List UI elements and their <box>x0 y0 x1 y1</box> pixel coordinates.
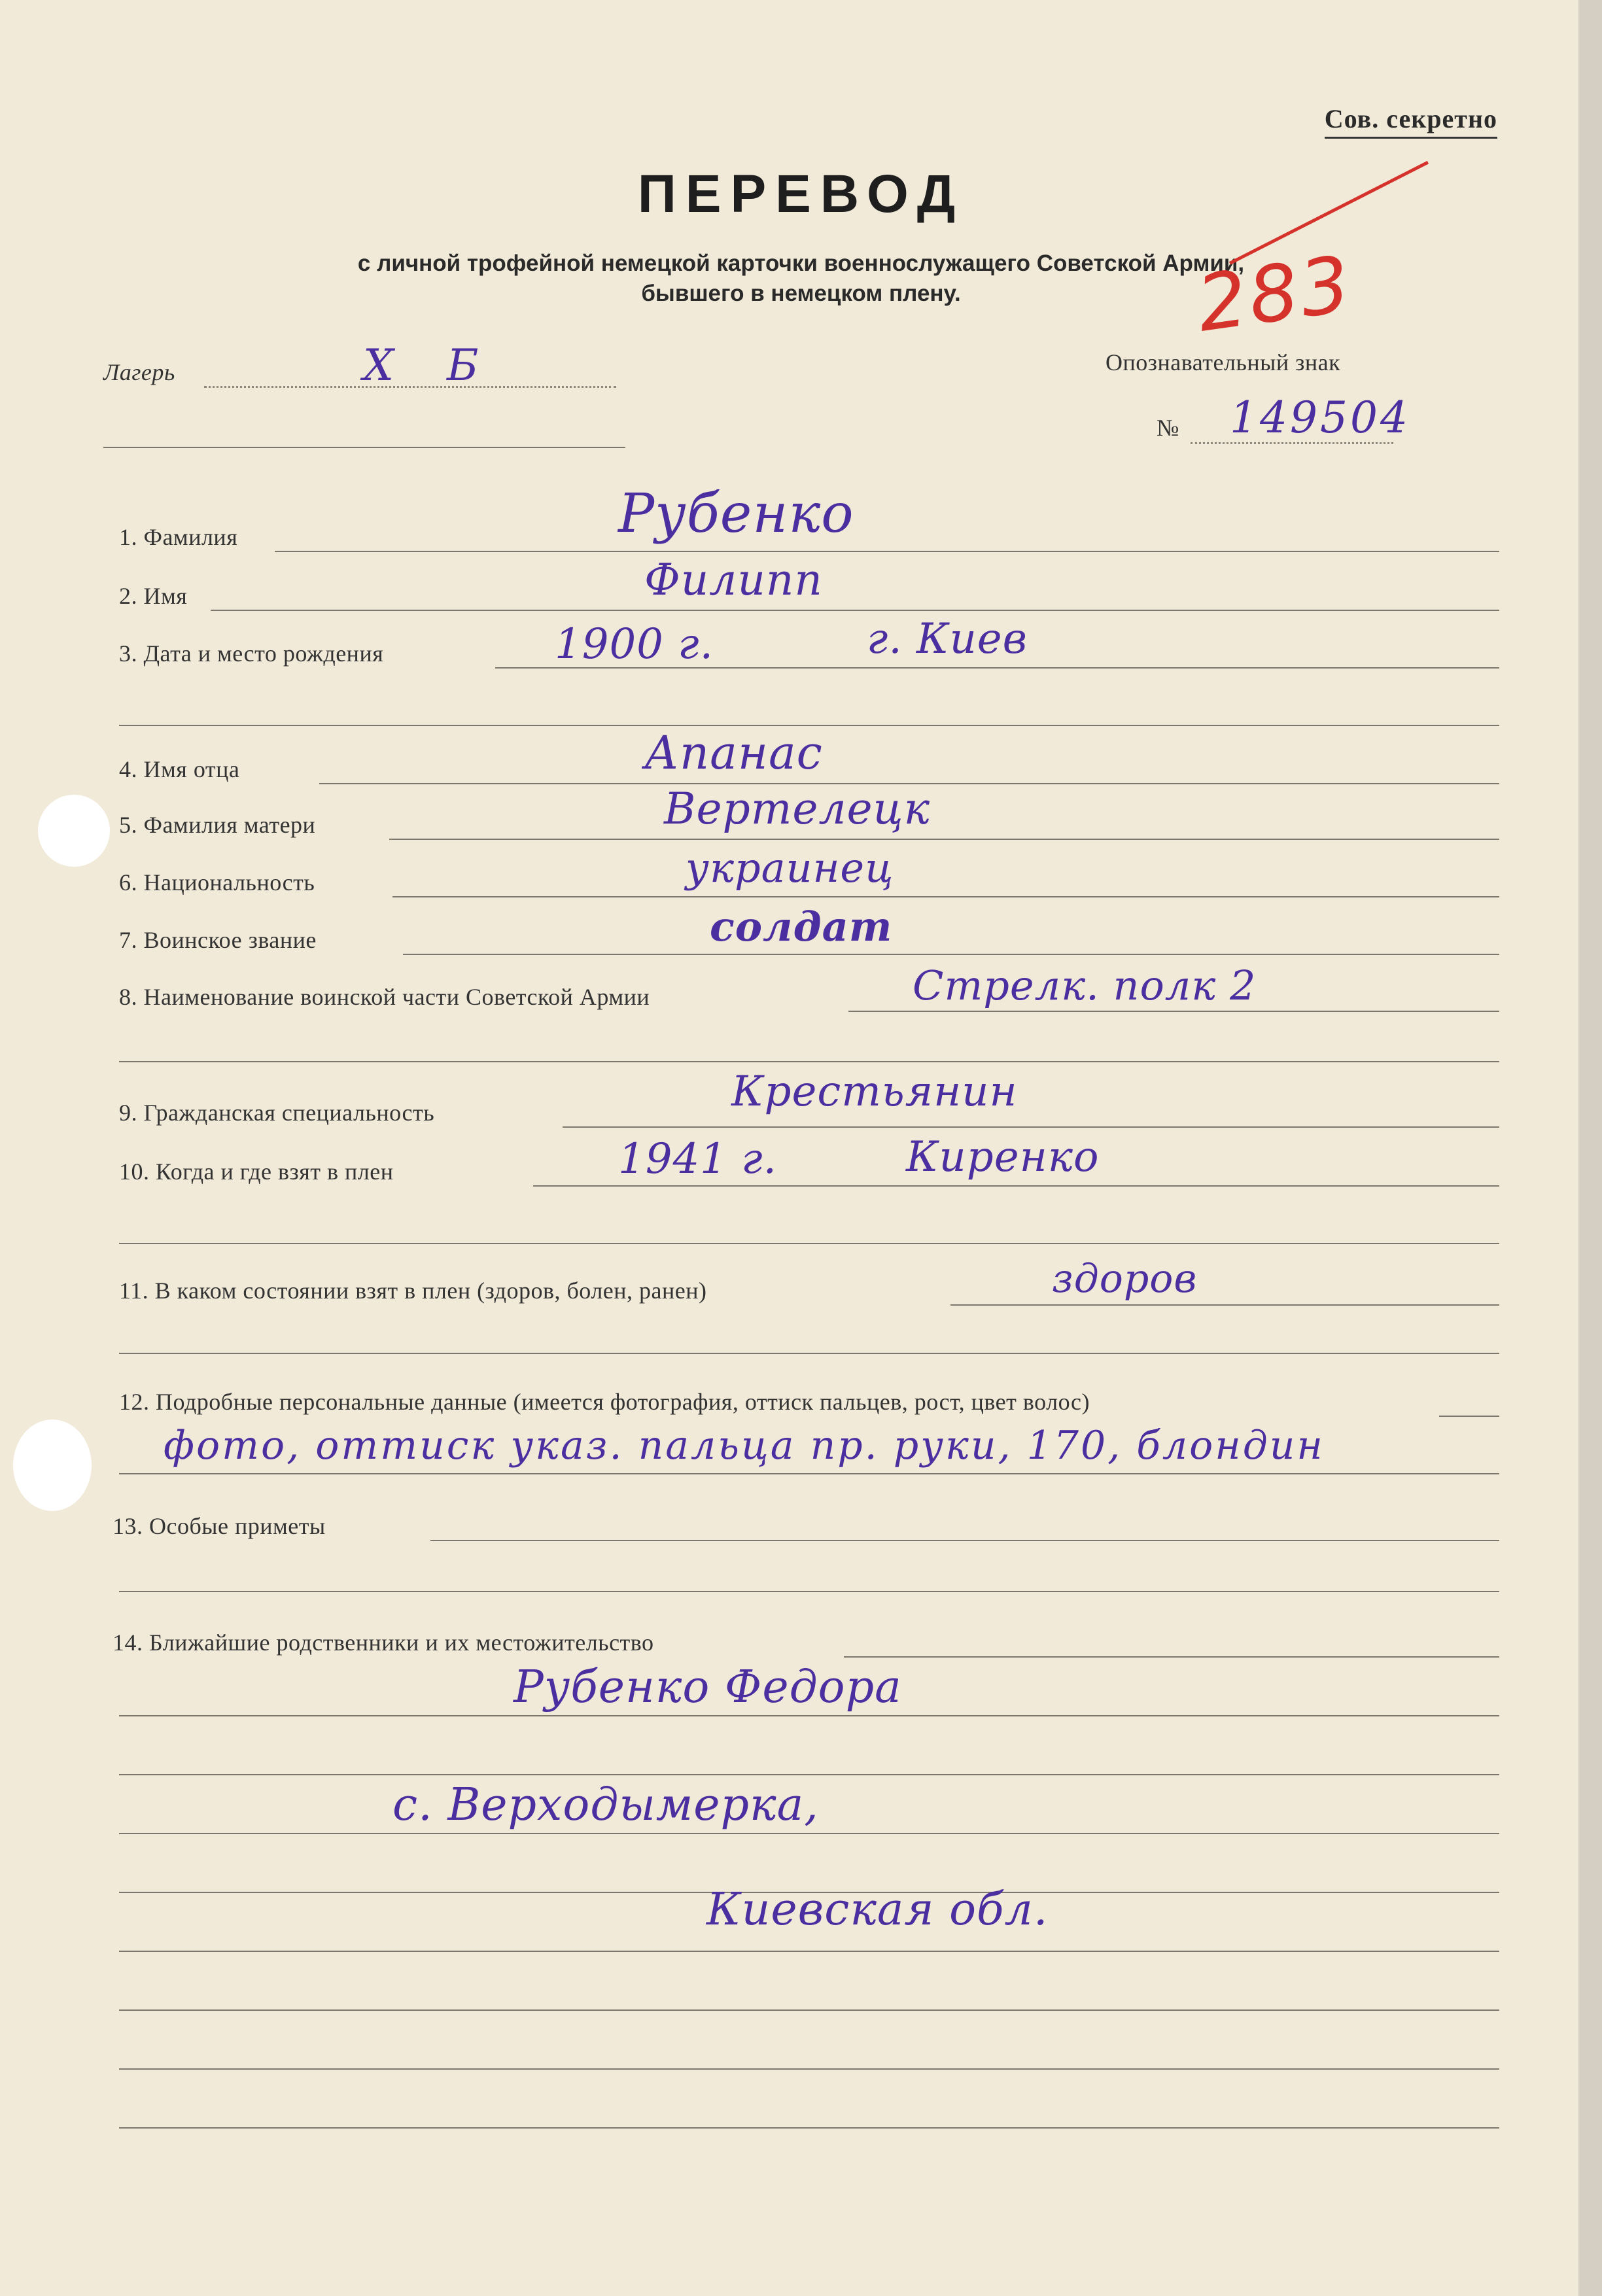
special-marks-label: 13. Особые приметы <box>113 1513 326 1539</box>
scan-right-edge <box>1578 0 1602 2296</box>
capture-label: 10. Когда и где взят в плен <box>119 1158 394 1185</box>
unit-value: Стрелк. полк 2 <box>913 962 1257 1009</box>
capture-place-value: Киренко <box>906 1133 1100 1181</box>
subtitle-line-2: бывшего в немецком плену. <box>641 281 961 306</box>
nationality-value: украинец <box>686 844 894 892</box>
birth-label: 3. Дата и место рождения <box>119 640 384 667</box>
relatives-line-6 <box>119 1951 1499 1952</box>
relatives-value-line-2: с. Верходымерка, <box>392 1779 819 1831</box>
rank-label: 7. Воинское звание <box>119 927 317 953</box>
capture-line <box>533 1185 1499 1187</box>
first-name-line <box>211 610 1499 611</box>
registration-number: 283 <box>1191 238 1358 349</box>
condition-value: здоров <box>1052 1256 1198 1302</box>
camp-value: X Б <box>363 340 498 391</box>
id-tag-number-sign: № <box>1157 415 1179 441</box>
mother-surname-line <box>389 839 1499 840</box>
first-name-value: Филипп <box>644 555 823 605</box>
camp-second-line <box>103 447 625 448</box>
relatives-line-4 <box>119 1833 1499 1834</box>
first-name-label: 2. Имя <box>119 583 188 609</box>
birth-place-value: г. Киев <box>867 615 1028 663</box>
relatives-line-7 <box>119 2009 1499 2011</box>
relatives-line-3 <box>119 1774 1499 1775</box>
birth-date-value: 1900 г. <box>555 620 714 669</box>
relatives-label: 14. Ближайшие родственники и их местожительство <box>113 1629 654 1656</box>
surname-line <box>275 551 1499 552</box>
relatives-line <box>844 1656 1499 1658</box>
occupation-value: Крестьянин <box>731 1068 1018 1116</box>
special-marks-line <box>430 1540 1499 1541</box>
surname-label: 1. Фамилия <box>119 524 238 550</box>
document-subtitle <box>0 249 1602 309</box>
relatives-line-8 <box>119 2068 1499 2070</box>
mother-surname-value: Вертелецк <box>664 784 930 834</box>
father-name-value: Апанас <box>644 726 823 780</box>
document-title: ПЕРЕВОД <box>637 164 965 224</box>
unit-line <box>848 1011 1499 1012</box>
capture-line-2 <box>119 1243 1499 1244</box>
relatives-line-9 <box>119 2127 1499 2129</box>
mother-surname-label: 5. Фамилия матери <box>119 812 316 838</box>
occupation-line <box>563 1126 1499 1128</box>
rank-value: солдат <box>710 903 893 950</box>
surname-value: Рубенко <box>618 483 854 545</box>
nationality-label: 6. Национальность <box>119 869 315 896</box>
relatives-value-line-3: Киевская обл. <box>706 1884 1049 1936</box>
nationality-line <box>392 896 1499 897</box>
subtitle-line-1: с личной трофейной немецкой карточки военнослужащего Советской Армии, <box>357 251 1245 276</box>
personal-data-value: фото, оттиск указ. пальца пр. руки, 170, блондин <box>164 1423 1325 1469</box>
relatives-value-line-1: Рубенко Федора <box>514 1661 902 1713</box>
id-tag-value: 149504 <box>1230 392 1410 443</box>
personal-data-label: 12. Подробные персональные данные (имеется фотография, оттиск пальцев, рост, цвет волос) <box>119 1389 1090 1415</box>
capture-year-value: 1941 г. <box>618 1135 777 1183</box>
personal-data-line <box>1439 1416 1499 1417</box>
unit-line-2 <box>119 1061 1499 1062</box>
punch-hole-bottom <box>13 1419 92 1511</box>
occupation-label: 9. Гражданская специальность <box>119 1100 435 1126</box>
special-marks-line-2 <box>119 1591 1499 1592</box>
camp-label: Лагерь <box>103 359 175 385</box>
classification-stamp: Сов. секретно <box>1325 103 1497 139</box>
father-name-label: 4. Имя отца <box>119 756 240 782</box>
unit-label: 8. Наименование воинской части Советской Армии <box>119 984 650 1010</box>
condition-line <box>950 1304 1499 1306</box>
condition-label: 11. В каком состоянии взят в плен (здоров, болен, ранен) <box>119 1278 707 1304</box>
condition-line-2 <box>119 1353 1499 1354</box>
id-tag-label: Опознавательный знак <box>1106 349 1341 375</box>
rank-line <box>403 954 1499 955</box>
personal-data-line-2 <box>119 1473 1499 1474</box>
relatives-line-2 <box>119 1715 1499 1716</box>
punch-hole-top <box>38 795 110 867</box>
